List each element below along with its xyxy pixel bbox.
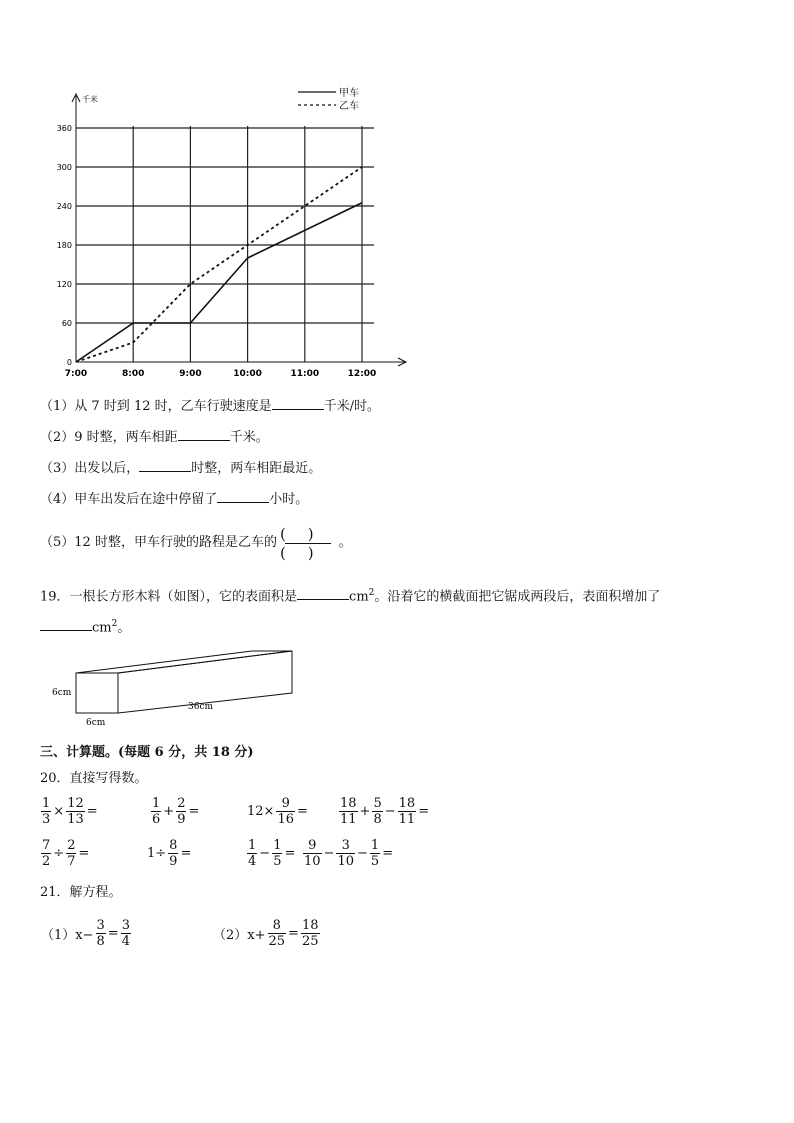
q18-part3-unit: 时整，两车相距最近。 [191, 461, 322, 476]
series-line-jia [76, 203, 362, 362]
q19-unit-exponent: 2 [368, 588, 375, 598]
x-tick-label: 11:00 [290, 369, 320, 379]
q18-part5 [40, 522, 352, 564]
x-tick-label: 9:00 [179, 369, 202, 379]
q20-title: 20．直接写得数。 [40, 771, 148, 786]
fraction-answer-box[interactable] [280, 525, 336, 562]
fraction: $\frac{2}{7}$ [67, 838, 76, 869]
cuboid-front-face [76, 673, 118, 713]
y-tick-label: 60 [61, 319, 72, 328]
q18-part1 [40, 397, 380, 415]
x-tick-label: 8:00 [122, 369, 145, 379]
q19-end: 。 [117, 620, 131, 636]
expression-8: $\frac{9}{10}$ − $\frac{3}{10}$ − $\frac{1}{5}$ = [304, 838, 394, 869]
label-width: 6cm [86, 718, 106, 728]
fraction: $\frac{8}{25}$ [268, 918, 286, 949]
fraction: $\frac{18}{25}$ [301, 918, 319, 949]
fraction: $\frac{1}{3}$ [42, 796, 51, 827]
answer-blank[interactable] [272, 397, 324, 410]
expression-4: $\frac{18}{11}$ + $\frac{5}{8}$ − $\frac{18}{11}$ = [340, 796, 430, 827]
fraction: $\frac{8}{9}$ [169, 838, 178, 869]
label-length: 36cm [188, 702, 214, 712]
chart-series [76, 167, 362, 362]
q19-text: 19．一根长方形木料（如图），它的表面积是 [40, 589, 298, 605]
q18-part2-text: （2）9 时整，两车相距 [40, 430, 178, 445]
answer-blank[interactable] [297, 587, 349, 600]
y-tick-label: 240 [56, 202, 72, 211]
expression-5: $\frac{7}{2}$ ÷ $\frac{2}{7}$ = [42, 838, 90, 869]
fraction: $\frac{9}{16}$ [277, 796, 294, 827]
cuboid-top-face [76, 651, 292, 673]
q18-part5-end: 。 [338, 535, 352, 550]
answer-blank[interactable] [178, 428, 230, 441]
expression-3: 12× $\frac{9}{16}$ = [247, 796, 308, 827]
expression-2: $\frac{1}{6}$ + $\frac{2}{9}$ = [152, 796, 200, 827]
answer-blank[interactable] [139, 459, 191, 472]
x-tick-label: 12:00 [347, 369, 377, 379]
chart-grid [76, 126, 374, 362]
line-chart [40, 82, 420, 382]
y-axis-label: 千米 [82, 95, 98, 104]
q18-part2 [40, 428, 269, 446]
expression-6: 1÷ $\frac{8}{9}$ = [147, 838, 192, 869]
fraction: $\frac{1}{5}$ [370, 838, 380, 869]
x-tick-label: 10:00 [233, 369, 262, 379]
fraction: $\frac{9}{10}$ [304, 838, 321, 869]
q18-part2-unit: 千米。 [229, 430, 269, 445]
fraction-denominator-paren: () [279, 543, 336, 562]
q18-part4 [40, 490, 308, 508]
expression-7: $\frac{1}{4}$ − $\frac{1}{5}$ = [248, 838, 296, 869]
fraction: $\frac{7}{2}$ [42, 838, 51, 869]
chart-labels [57, 94, 377, 379]
fraction: $\frac{18}{11}$ [340, 796, 357, 827]
fraction: $\frac{1}{6}$ [152, 796, 161, 827]
legend-label: 乙车 [339, 101, 359, 112]
q19-unit: cm [92, 620, 112, 636]
q18-part3 [40, 459, 321, 477]
fraction: $\frac{5}{8}$ [373, 796, 382, 827]
y-tick-label: 180 [56, 241, 72, 250]
expression-1: $\frac{1}{3}$ × $\frac{12}{13}$ = [42, 796, 98, 827]
y-tick-label: 360 [56, 124, 72, 133]
q18-part1-unit: 千米/时。 [323, 399, 381, 414]
q18-part3-text: （3）出发以后， [40, 461, 140, 476]
q19-unit: cm [349, 589, 369, 605]
fraction: $\frac{18}{11}$ [398, 796, 416, 827]
q19-unit-exponent: 2 [111, 619, 118, 629]
fraction: $\frac{2}{9}$ [177, 796, 186, 827]
chart-legend [298, 87, 359, 112]
chart-axes [72, 94, 406, 366]
fraction: $\frac{1}{4}$ [248, 838, 257, 869]
q18-part1-text: （1）从 7 时到 12 时，乙车行驶速度是 [40, 399, 272, 414]
q19-line1 [40, 585, 660, 605]
q18-part4-text: （4）甲车出发后在途中停留了 [40, 492, 218, 507]
section-heading: 三、计算题。(每题 6 分，共 18 分) [40, 745, 254, 760]
q19-line2 [40, 616, 130, 636]
answer-blank[interactable] [217, 490, 269, 503]
fraction-numerator-paren: () [279, 524, 336, 543]
y-tick-label: 0 [66, 358, 72, 367]
fraction: $\frac{12}{13}$ [67, 796, 84, 827]
x-tick-label: 7:00 [64, 369, 88, 379]
fraction: $\frac{3}{4}$ [121, 918, 130, 949]
legend-label: 甲车 [339, 88, 359, 99]
answer-blank[interactable] [40, 618, 92, 631]
cuboid-figure [40, 645, 310, 730]
q18-part4-unit: 小时。 [269, 492, 309, 507]
equation-1: （1）x− $\frac{3}{8}$ = $\frac{3}{4}$ [41, 918, 130, 949]
fraction: $\frac{3}{8}$ [96, 918, 105, 949]
fraction: $\frac{1}{5}$ [273, 838, 282, 869]
q21-title: 21．解方程。 [40, 885, 122, 900]
fraction: $\frac{3}{10}$ [337, 838, 354, 869]
y-tick-label: 120 [56, 280, 72, 289]
label-height: 6cm [52, 688, 72, 698]
q18-part5-text: （5）12 时整，甲车行驶的路程是乙车的 [40, 535, 277, 550]
y-tick-label: 300 [56, 163, 72, 172]
q19-text-2: 。沿着它的横截面把它锯成两段后，表面积增加了 [374, 589, 661, 605]
equation-2: （2）x+ $\frac{8}{25}$ = $\frac{18}{25}$ [213, 918, 319, 949]
